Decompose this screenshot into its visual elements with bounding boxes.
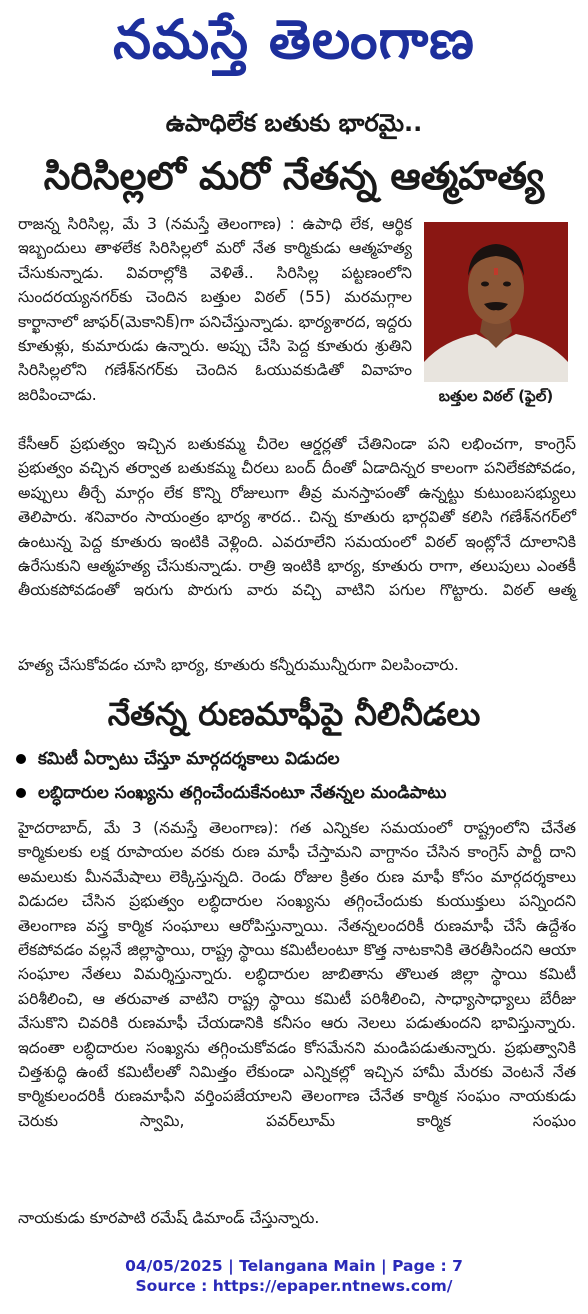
article1-paragraph-1: రాజన్న సిరిసిల్ల, మే 3 (నమస్తే తెలంగాణ) : ఉపాధి లేక, ఆర్థిక ఇబ్బందులు తాళలేక సిరిసిల్లలో మరో నేత కార్మికుడు ఆత్మహత్య చేసుకున్నాడు. వివరాల్లోకి వెళితే.. సిరిసిల్ల పట్టణంలోని సుందరయ్యనగర్‌కు చెందిన బత్తుల విఠల్ (55) మరమగ్గాల కార్ఖానాలో జాఫర్(మెకానిక్)గా పనిచేస్తున్నాడు. భార్యశారద, ఇద్దరు కూతుళ్లు, కుమారుడు ఉన్నారు. అప్పు చేసి పెద్ద కూతురు శ్రుతిని సిరిసిల్లలోని గణేశ్‌నగర్‌కు చెందిన ఓయువకుడితో వివాహం జరిపించాడు.	[18, 215, 412, 404]
footer-source-link[interactable]: Source : https://epaper.ntnews.com/	[135, 1277, 453, 1295]
page-footer	[0, 1256, 588, 1296]
bullet-dot-icon	[16, 788, 26, 798]
footer-date-edition: 04/05/2025 | Telangana Main | Page : 7	[125, 1257, 463, 1275]
article1-kicker: ఉపాధిలేక బతుకు భారమై..	[165, 109, 423, 137]
article1-paragraph-2-end: హత్య చేసుకోవడం చూసి భార్య, కూతురు కన్నీరుమున్నీరుగా విలపించారు.	[18, 656, 459, 674]
newspaper-masthead: నమస్తే తెలంగాణ	[113, 8, 475, 71]
bullet-text: కమిటీ ఏర్పాటు చేస్తూ మార్గదర్శకాలు విడుదల	[38, 749, 340, 769]
bullet-item	[14, 742, 574, 776]
portrait-photo	[424, 222, 568, 382]
bullet-text: లబ్ధిదారుల సంఖ్యను తగ్గించేందుకేనంటూ నేతన్నల మండిపాటు	[38, 783, 447, 803]
article1-paragraph-2: కేసీఆర్ ప్రభుత్వం ఇచ్చిన బతుకమ్మ చీరెల ఆర్డర్లతో చేతినిండా పని లభించగా, కాంగ్రెస్ ప్రభుత్వం వచ్చిన తర్వాత బతుకమ్మ చీరలు బంద్ దీంతో ఏడాదిన్నర కాలంగా పనిలేకపోవడం, అప్పులు తీర్చే మార్గం లేక కొన్ని రోజులుగా తీవ్ర మనస్తాపంతో ఉన్నట్టు కుటుంబసభ్యులు తెలిపారు. శనివారం సాయంత్రం భార్య శారద.. చిన్న కూతురు భార్గవితో కలిసి గణేశ్‌నగర్‌లో ఉంటున్న పెద్ద కూతురు ఇంటికి వెళ్లింది. ఎవరూలేని సమయంలో విఠల్ ఇంట్లోనే దూలానికి ఉరేసుకుని ఆత్మహత్య చేసుకున్నాడు. రాత్రి ఇంటికి భార్య, కూతురు రాగా, తలుపులు ఎంతకీ తీయకపోవడంతో ఇరుగు పొరుగు వారు వచ్చి వాటిని పగుల గొట్టారు. విఠల్ ఆత్మ	[18, 435, 576, 600]
article2-headline: నేతన్న రుణమాఫీపై నీలినీడలు	[107, 695, 481, 733]
article2-bullet-list	[14, 742, 574, 810]
article2-paragraph: హైదరాబాద్, మే 3 (నమస్తే తెలంగాణ): గత ఎన్నికల సమయంలో రాష్ట్రంలోని చేనేత కార్మికులకు లక్ష రూపాయల వరకు రుణ మాఫీ చేస్తామని వాగ్దానం చేసిన కాంగ్రెస్ పార్టీ దాని అమలుకు మీనమేషాలు లెక్కిస్తున్నది. రెండు రోజుల క్రితం రుణ మాఫీ కోసం మార్గదర్శకాలు విడుదల చేసిన ప్రభుత్వం లబ్ధిదారుల సంఖ్యను తగ్గించేందుకు కుయుక్తులు పన్నిందని తెలంగాణ వస్త్ర కార్మిక సంఘాలు ఆరోపిస్తున్నాయి. నేతన్నలందరికీ రుణమాఫీ చేసే ఉద్దేశం లేకపోవడం వల్లనే జిల్లాస్థాయి, రాష్ట్ర స్థాయి కమిటీలంటూ కొత్త నాటకానికి తెరతీసిందని ఆయా సంఘాల నేతలు విమర్శిస్తున్నారు. లబ్ధిదారుల జాబితాను తొలుత జిల్లా స్థాయి కమిటీ పరిశీలించి, ఆ తరువాత వాటిని రాష్ట్ర స్థాయి కమిటీ పరిశీలించి, సాధ్యాసాధ్యాలు బేరీజు వేసుకొని చివరికి రుణమాఫీ చేయడానికి కనీసం ఆరు నెలలు పడుతుందని భావిస్తున్నారు. ఇదంతా లబ్ధిదారుల సంఖ్యను తగ్గించుకోవడం కోసమేనని మండిపడుతున్నారు. ప్రభుత్వానికి చిత్తశుద్ధి ఉంటే కమిటీలతో నిమిత్తం లేకుండా ఎన్నికల్లో ఇచ్చిన హామీ మేరకు వెంటనే నేత కార్మికులందరికీ రుణమాఫీని వర్తింపజేయాలని తెలంగాణ చేనేత కార్మిక సంఘం నాయకుడు చెరుకు స్వామి, పవర్‌లూమ్ కార్మిక సంఘం	[18, 819, 576, 1130]
photo-caption: బత్తుల విఠల్ (ఫైల్)	[438, 387, 554, 405]
article1-headline: సిరిసిల్లలో మరో నేతన్న ఆత్మహత్య	[43, 154, 545, 198]
article2-paragraph-end: నాయకుడు కూరపాటి రమేష్ డిమాండ్ చేస్తున్నారు.	[18, 1209, 320, 1227]
bullet-item	[14, 776, 574, 810]
bullet-dot-icon	[16, 754, 26, 764]
